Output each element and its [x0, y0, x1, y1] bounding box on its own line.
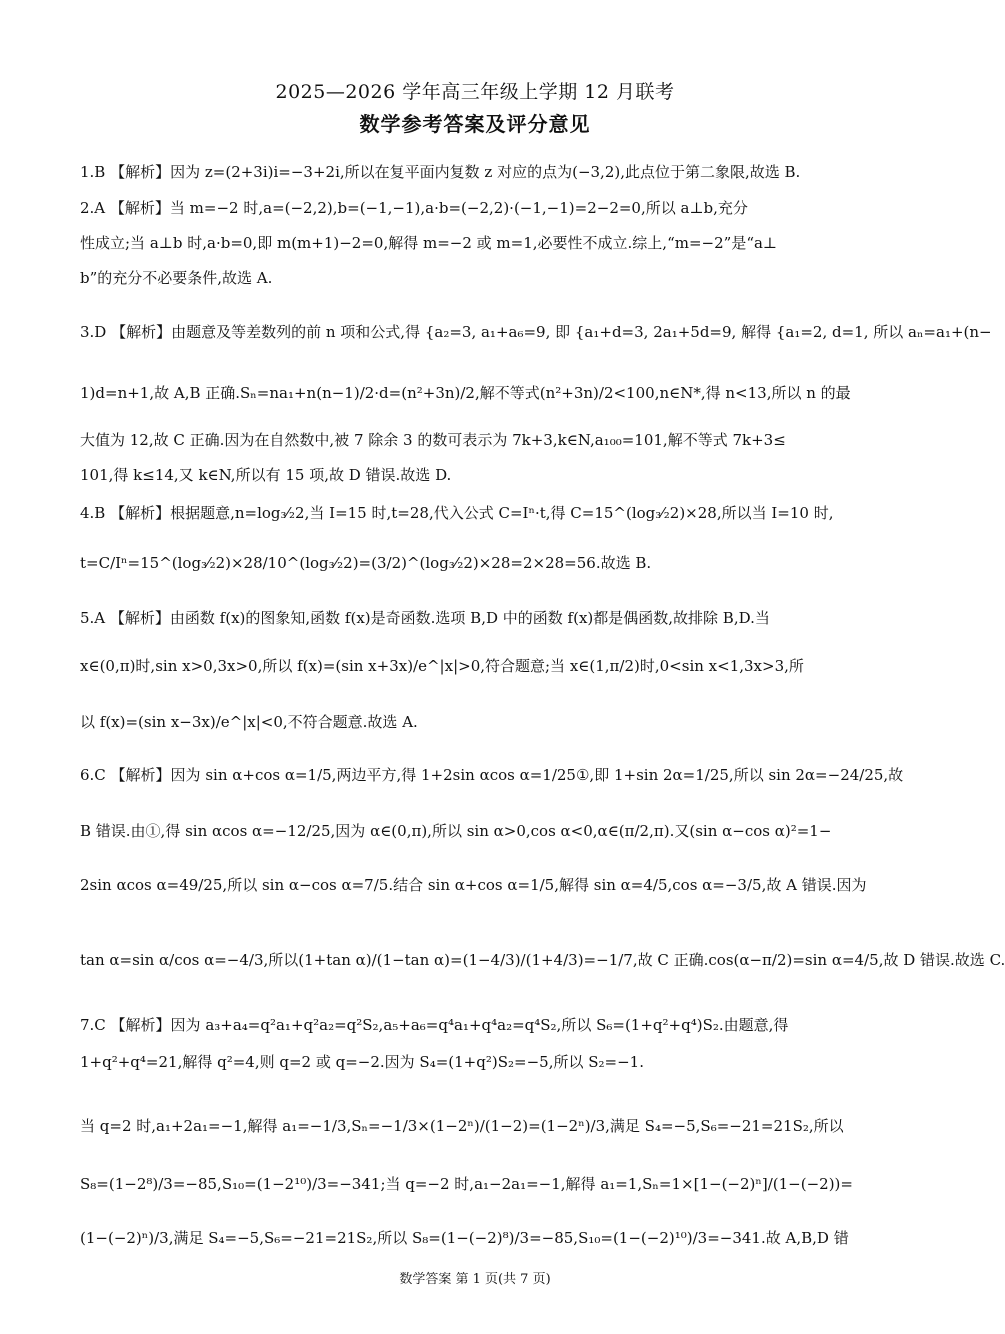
page-subtitle: 数学参考答案及评分意见 [359, 112, 591, 136]
answer-line: 4.B 【解析】根据题意,n=log₃⁄₂2,当 I=15 时,t=28,代入公式 C=Iⁿ·t,得 C=15^(log₃⁄₂2)×28,所以当 I=10 时, [80, 504, 834, 522]
answer-line: S₈=(1−2⁸)/3=−85,S₁₀=(1−2¹⁰)/3=−341;当 q=−2 时,a₁−2a₁=−1,解得 a₁=1,Sₙ=1×[1−(−2)ⁿ]/(1−(−2))= [80, 1175, 853, 1193]
page-title: 2025—2026 学年高三年级上学期 12 月联考 [275, 81, 675, 103]
answer-line: 当 q=2 时,a₁+2a₁=−1,解得 a₁=−1/3,Sₙ=−1/3×(1−2ⁿ)/(1−2)=(1−2ⁿ)/3,满足 S₄=−5,S₆=−21=21S₂,所以 [80, 1117, 844, 1135]
answer-line: 1+q²+q⁴=21,解得 q²=4,则 q=2 或 q=−2.因为 S₄=(1+q²)S₂=−5,所以 S₂=−1. [80, 1053, 644, 1071]
answer-line: 大值为 12,故 C 正确.因为在自然数中,被 7 除余 3 的数可表示为 7k+3,k∈N,a₁₀₀=101,解不等式 7k+3≤ [80, 431, 786, 449]
answer-line: 2.A 【解析】当 m=−2 时,a=(−2,2),b=(−1,−1),a·b=(−2,2)·(−1,−1)=2−2=0,所以 a⊥b,充分 [80, 199, 748, 217]
answer-line: b”的充分不必要条件,故选 A. [80, 269, 273, 287]
answer-line: 1)d=n+1,故 A,B 正确.Sₙ=na₁+n(n−1)/2·d=(n²+3n)/2,解不等式(n²+3n)/2<100,n∈N*,得 n<13,所以 n 的最 [80, 384, 851, 402]
answer-line: x∈(0,π)时,sin x>0,3x>0,所以 f(x)=(sin x+3x)/e^|x|>0,符合题意;当 x∈(1,π/2)时,0<sin x<1,3x>3,所 [80, 657, 804, 675]
answer-line: (1−(−2)ⁿ)/3,满足 S₄=−5,S₆=−21=21S₂,所以 S₈=(1−(−2)⁸)/3=−85,S₁₀=(1−(−2)¹⁰)/3=−341.故 A,B,D 错 [80, 1229, 849, 1247]
answer-line: t=C/Iⁿ=15^(log₃⁄₂2)×28/10^(log₃⁄₂2)=(3/2)^(log₃⁄₂2)×28=2×28=56.故选 B. [80, 554, 652, 572]
page-footer: 数学答案 第 1 页(共 7 页) [399, 1272, 551, 1287]
answer-line: 5.A 【解析】由函数 f(x)的图象知,函数 f(x)是奇函数.选项 B,D 中的函数 f(x)都是偶函数,故排除 B,D.当 [80, 609, 770, 627]
answer-line: 以 f(x)=(sin x−3x)/e^|x|<0,不符合题意.故选 A. [80, 713, 418, 731]
answer-line: 6.C 【解析】因为 sin α+cos α=1/5,两边平方,得 1+2sin αcos α=1/25①,即 1+sin 2α=1/25,所以 sin 2α=−24/25,故 [80, 766, 904, 784]
answer-line: tan α=sin α/cos α=−4/3,所以(1+tan α)/(1−tan α)=(1−4/3)/(1+4/3)=−1/7,故 C 正确.cos(α−π/2)=sin α=4/5,故 D 错误.故选 C. [80, 951, 1005, 969]
answer-line: 101,得 k≤14,又 k∈N,所以有 15 项,故 D 错误.故选 D. [80, 466, 452, 484]
answer-line: 3.D 【解析】由题意及等差数列的前 n 项和公式,得 {a₂=3, a₁+a₆=9, 即 {a₁+d=3, 2a₁+5d=9, 解得 {a₁=2, d=1, 所以 aₙ=a₁+(n− [80, 323, 992, 341]
answer-line: 2sin αcos α=49/25,所以 sin α−cos α=7/5.结合 sin α+cos α=1/5,解得 sin α=4/5,cos α=−3/5,故 A 错误.因为 [80, 876, 867, 894]
answer-line: 7.C 【解析】因为 a₃+a₄=q²a₁+q²a₂=q²S₂,a₅+a₆=q⁴a₁+q⁴a₂=q⁴S₂,所以 S₆=(1+q²+q⁴)S₂.由题意,得 [80, 1016, 789, 1034]
answer-line: B 错误.由①,得 sin αcos α=−12/25,因为 α∈(0,π),所以 sin α>0,cos α<0,α∈(π/2,π).又(sin α−cos α)²=1− [80, 822, 832, 840]
answer-line: 1.B 【解析】因为 z=(2+3i)i=−3+2i,所以在复平面内复数 z 对应的点为(−3,2),此点位于第二象限,故选 B. [80, 163, 801, 181]
answer-line: 性成立;当 a⊥b 时,a·b=0,即 m(m+1)−2=0,解得 m=−2 或 m=1,必要性不成立.综上,“m=−2”是“a⊥ [80, 234, 778, 252]
